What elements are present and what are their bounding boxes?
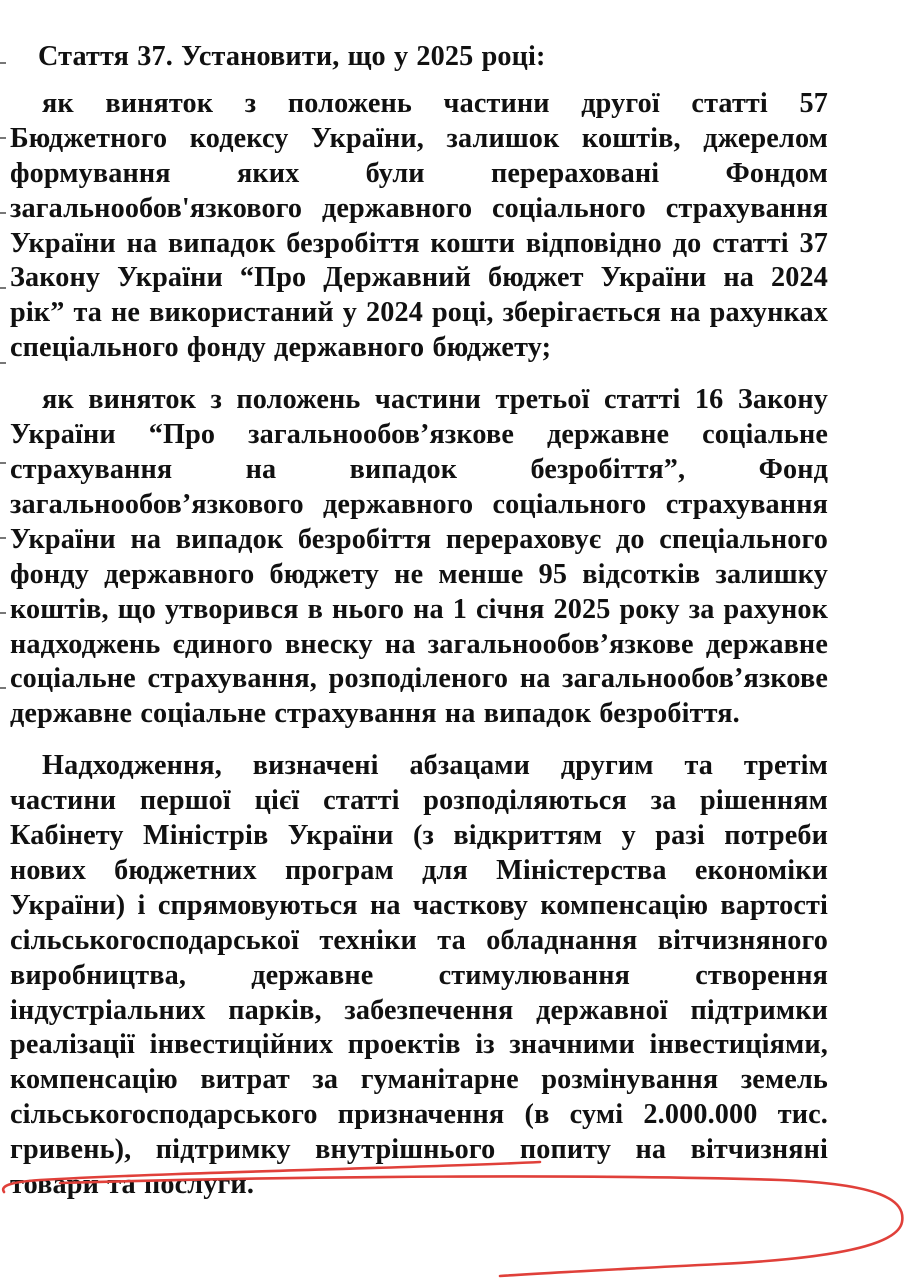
paragraph-1: як виняток з положень частини другої статті 57 Бюджетного кодексу України, залишок коштів, джерелом формування яких були перераховані Фондом загальнообов'язкового державного соціального страхування України на випадок безробіття кошти відповідно до статті 37 Закону України “Про Державний бюджет України на 2024 рік” та не використаний у 2024 році, зберігається на рахунках спеціального фонду державного бюджету; bbox=[10, 87, 828, 364]
article-title: Стаття 37. Установити, що у 2025 році: bbox=[38, 41, 546, 72]
margin-mark bbox=[0, 462, 6, 464]
margin-mark bbox=[0, 612, 6, 614]
margin-mark bbox=[0, 362, 6, 364]
margin-mark bbox=[0, 137, 6, 139]
margin-mark bbox=[0, 62, 6, 64]
paragraph-2: як виняток з положень частини третьої статті 16 Закону України “Про загальнообов’язкове державне соціальне страхування на випадок безробіття”, Фонд загальнообов’язкового державного соціального страхування України на випадок безробіття перераховує до спеціального фонду державного бюджету не менше 95 відсотків залишку коштів, що утворився в нього на 1 січня 2025 року за рахунок надходжень єдиного внеску на загальнообов’язкове державне соціальне страхування, розподіленого на загальнообов’язкове державне соціальне страхування на випадок безробіття. bbox=[10, 384, 828, 730]
paragraph-3: Надходження, визначені абзацами другим та третім частини першої цієї статті розподіляються за рішенням Кабінету Міністрів України (з відкриттям у разі потреби нових бюджетних програм для Міністерства економіки України) і спрямовуються на часткову компенсацію вартості сільськогосподарської техніки та обладнання вітчизняного виробництва, державне стимулювання створення індустріальних парків, забезпечення державної підтримки реалізації інвестиційних проектів із значними інвестиціями, компенсацію витрат за гуманітарне розмінування земель сільськогосподарського призначення (в сумі 2.000.000 тис. гривень), підтримку внутрішнього попиту на вітчизняні товари та послуги. bbox=[10, 750, 828, 1201]
document-body bbox=[10, 40, 828, 1203]
margin-mark bbox=[0, 212, 6, 214]
margin-mark bbox=[0, 537, 6, 539]
margin-mark bbox=[0, 687, 6, 689]
margin-mark bbox=[0, 287, 6, 289]
